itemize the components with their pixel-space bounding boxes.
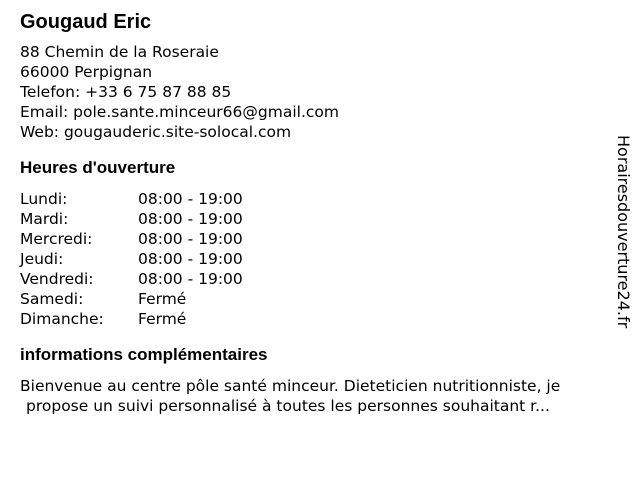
- website-text: Web: gougauderic.site-solocal.com: [20, 123, 292, 141]
- address-city: 66000 Perpignan: [20, 63, 153, 81]
- hours-day: Mardi:: [20, 210, 69, 228]
- business-description: [20, 376, 610, 416]
- description-line: propose un suivi personnalisé à toutes les personnes souhaitant r...: [26, 397, 550, 415]
- hours-time: Fermé: [138, 310, 187, 328]
- hours-time: 08:00 - 19:00: [138, 230, 243, 248]
- hours-time: 08:00 - 19:00: [138, 250, 243, 268]
- hours-day: Dimanche:: [20, 310, 104, 328]
- hours-row: [20, 249, 610, 269]
- opening-hours-table: [20, 189, 610, 329]
- hours-row: [20, 189, 610, 209]
- hours-day: Mercredi:: [20, 230, 93, 248]
- hours-row: [20, 289, 610, 309]
- hours-row: [20, 229, 610, 249]
- additional-info-heading: informations complémentaires: [20, 345, 268, 364]
- phone-text: Telefon: +33 6 75 87 88 85: [20, 83, 232, 101]
- hours-row: [20, 309, 610, 329]
- email-text: Email: pole.sante.minceur66@gmail.com: [20, 103, 339, 121]
- hours-row: [20, 269, 610, 289]
- hours-day: Vendredi:: [20, 270, 94, 288]
- business-name: Gougaud Eric: [20, 11, 152, 33]
- hours-day: Lundi:: [20, 190, 68, 208]
- hours-day: Samedi:: [20, 290, 84, 308]
- address-street: 88 Chemin de la Roseraie: [20, 43, 219, 61]
- hours-day: Jeudi:: [20, 250, 64, 268]
- hours-time: 08:00 - 19:00: [138, 190, 243, 208]
- business-card: [20, 10, 610, 416]
- hours-row: [20, 209, 610, 229]
- opening-hours-heading: Heures d'ouverture: [20, 158, 176, 177]
- hours-time: 08:00 - 19:00: [138, 270, 243, 288]
- source-watermark: Horairesdouverture24.fr: [614, 135, 633, 329]
- hours-time: Fermé: [138, 290, 187, 308]
- description-line: Bienvenue au centre pôle santé minceur. Dieteticien nutritionniste, je: [20, 377, 561, 395]
- hours-time: 08:00 - 19:00: [138, 210, 243, 228]
